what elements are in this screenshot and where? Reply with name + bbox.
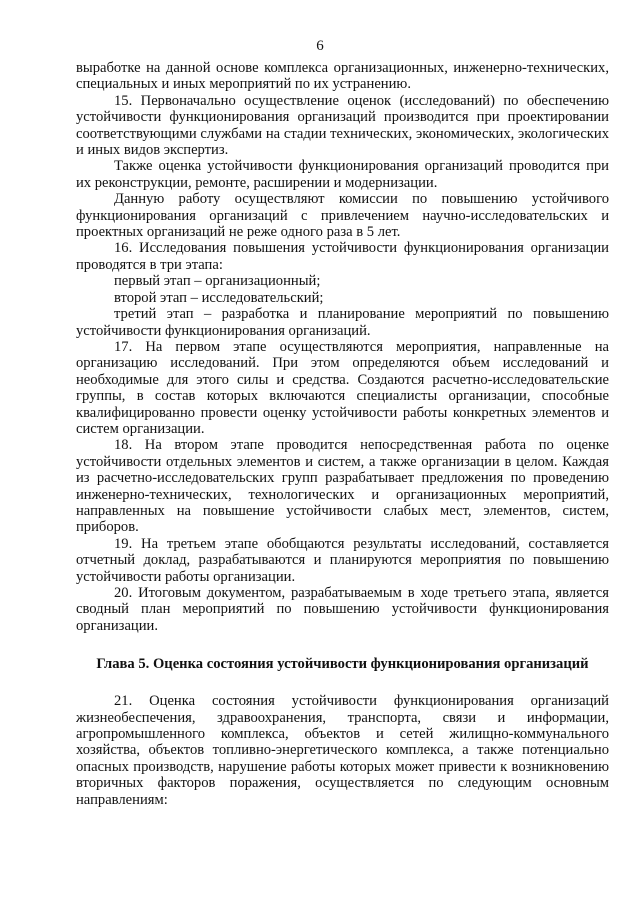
stage-item-3: третий этап – разработка и планирование мероприятий по повышению устойчивости функционирования организаций. bbox=[76, 306, 609, 339]
chapter-heading: Глава 5. Оценка состояния устойчивости функционирования организаций bbox=[96, 656, 589, 673]
paragraph-16: 16. Исследования повышения устойчивости функционирования организации проводятся в три этапа: bbox=[76, 240, 609, 273]
paragraph-18: 18. На втором этапе проводится непосредственная работа по оценке устойчивости отдельных элементов и систем, а также организации в целом. Каждая из расчетно-исследовательских групп разрабатывает предложения по проведению инженерно-технических, технологических и организационных мероприятий, направленных на повышение устойчивости слабых мест, элементов, систем, приборов. bbox=[76, 437, 609, 536]
paragraph-20: 20. Итоговым документом, разрабатываемым в ходе третьего этапа, является сводный план мероприятий по повышению устойчивости функционирования организации. bbox=[76, 585, 609, 634]
paragraph-19: 19. На третьем этапе обобщаются результаты исследований, составляется отчетный доклад, разрабатываются и планируются мероприятия по повышению устойчивости работы организации. bbox=[76, 535, 609, 585]
stages-list bbox=[76, 273, 609, 306]
document-body bbox=[76, 60, 609, 808]
paragraph-reconstruction: Также оценка устойчивости функционирования организаций проводится при их реконструкции, ремонте, расширении и модернизации. bbox=[76, 158, 609, 191]
page-number: 6 bbox=[316, 38, 324, 54]
stage-item-1: первый этап – организационный; bbox=[114, 273, 321, 290]
paragraph-17: 17. На первом этапе осуществляются мероприятия, направленные на организацию исследований. При этом определяются объем исследований и необходимые для этого силы и средства. Создаются расчетно-исследовательские группы, в состав которых включаются специалисты организации, способные квалифицированно провести оценку устойчивости работы конкретных элементов и систем организации. bbox=[76, 338, 609, 437]
paragraph-15: 15. Первоначально осуществление оценок (исследований) по обеспечению устойчивости функционирования организаций производится при проектировании соответствующими службами на стадии технических, экономических, экологических и иных видов экспертиз. bbox=[76, 92, 609, 159]
paragraph-commissions: Данную работу осуществляют комиссии по повышению устойчивого функционирования организаций с привлечением научно-исследовательских и проектных организаций не реже одного раза в 5 лет. bbox=[76, 191, 609, 241]
paragraph-21: 21. Оценка состояния устойчивости функционирования организаций жизнеобеспечения, здравоохранения, транспорта, связи и информации, агропромышленного комплекса, объектов и сетей жилищно-коммунального хозяйства, объектов топливно-энергетического комплекса, а также потенциально опасных производств, нарушение работы которых может привести к возникновению вторичных факторов поражения, осуществляется по следующим основным направлениям: bbox=[76, 693, 609, 808]
paragraph-continuation: выработке на данной основе комплекса организационных, инженерно-технических, специальных и иных мероприятий по их устранению. bbox=[76, 60, 609, 93]
stage-item-2: второй этап – исследовательский; bbox=[114, 289, 324, 306]
